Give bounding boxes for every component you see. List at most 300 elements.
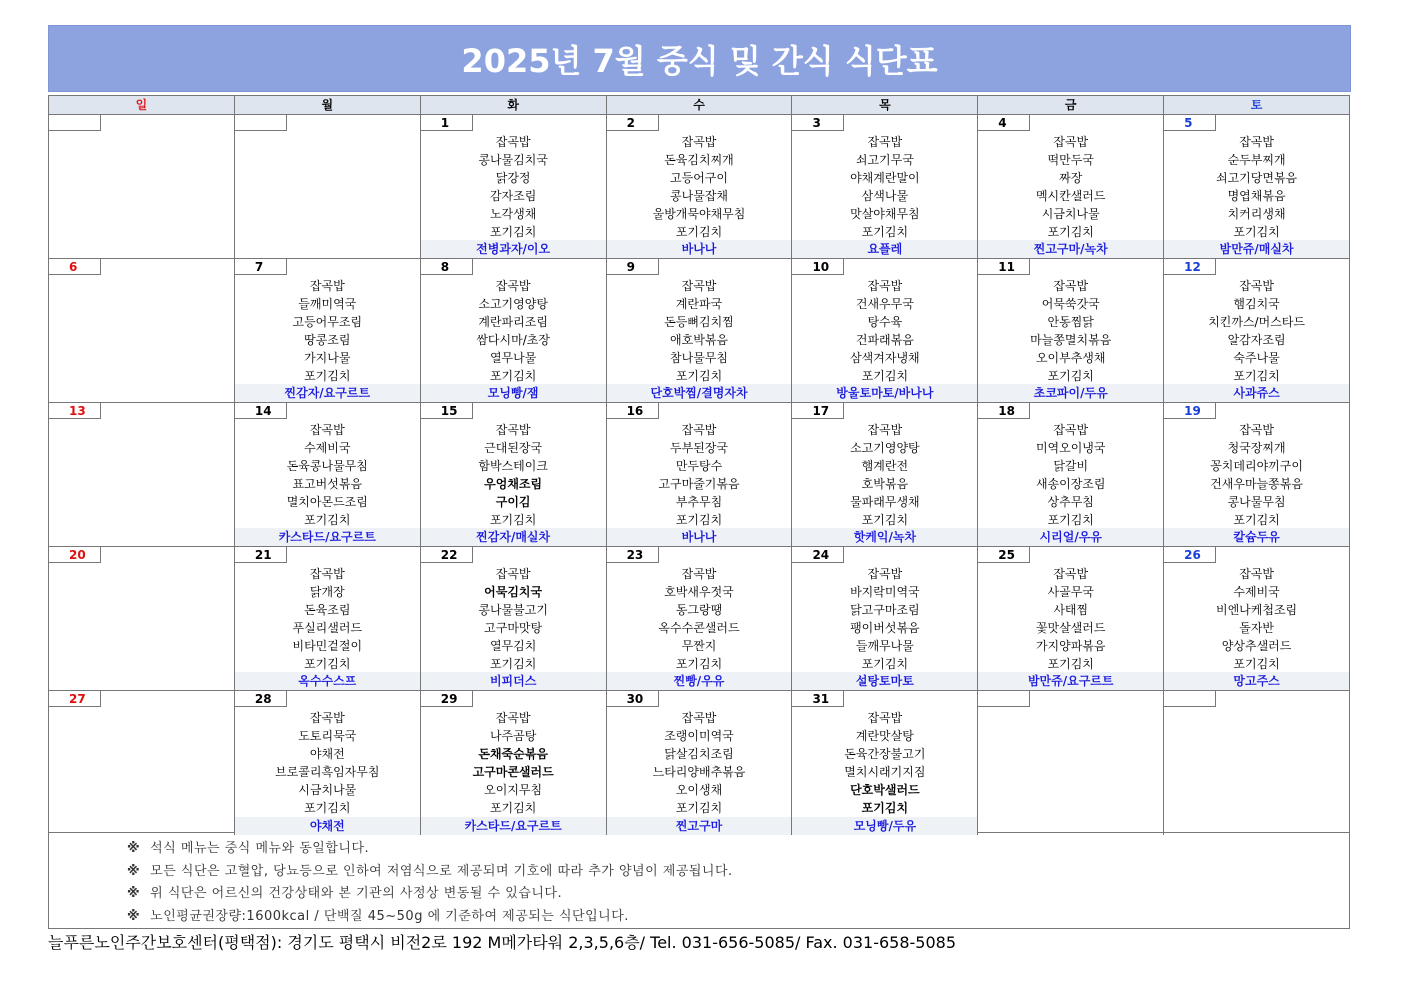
day-number: 29 [421, 691, 473, 707]
menu-item: 어묵김치국 [484, 585, 543, 599]
day-number: 6 [49, 259, 101, 275]
menu-item: 포기김치 [1233, 369, 1280, 383]
menu-item: 울방개묵야채무침 [652, 207, 746, 221]
day-number: 24 [792, 547, 844, 563]
lunch-menu [978, 277, 1163, 385]
snack-item: 방울토마토/바나나 [792, 384, 977, 402]
menu-item: 잡곡밥 [495, 567, 531, 581]
weekday-fri: 금 [978, 96, 1164, 114]
day-cell [1164, 403, 1349, 546]
menu-item: 들깨무나물 [855, 639, 914, 653]
day-cell [235, 115, 421, 258]
menu-item: 잡곡밥 [1053, 423, 1089, 437]
note-text: 모든 식단은 고혈압, 당뇨등으로 인하여 저염식으로 제공되며 기호에 따라 추가 양념이 제공됩니다. [150, 863, 733, 879]
calendar-week-row [49, 403, 1349, 547]
menu-item: 콩나물불고기 [478, 603, 548, 617]
menu-item: 돈육간장불고기 [844, 747, 926, 761]
lunch-menu [235, 709, 420, 817]
menu-item: 멸치아몬드조림 [286, 495, 368, 509]
day-number: 5 [1164, 115, 1216, 131]
day-number: 22 [421, 547, 473, 563]
menu-item: 근대된장국 [484, 441, 543, 455]
snack-item: 망고주스 [1164, 672, 1349, 690]
day-cell [1164, 691, 1349, 835]
menu-item: 무짠지 [681, 639, 717, 653]
weekday-wed: 수 [607, 96, 793, 114]
day-number: 26 [1164, 547, 1216, 563]
menu-item: 포기김치 [675, 513, 723, 527]
lunch-menu [1164, 277, 1349, 385]
menu-item: 조랭이미역국 [664, 729, 734, 743]
menu-item: 포기김치 [861, 801, 909, 815]
day-cell [792, 691, 978, 835]
menu-item: 포기김치 [304, 513, 351, 527]
lunch-menu [235, 565, 420, 673]
day-cell [1164, 115, 1349, 258]
menu-item: 열무김치 [489, 639, 537, 653]
menu-item: 브로콜리흑임자무침 [275, 765, 380, 779]
day-cell [1164, 259, 1349, 402]
menu-item: 구이김 [495, 495, 531, 509]
menu-item: 만두탕수 [675, 459, 723, 473]
note-item [49, 861, 1349, 884]
menu-item: 멕시칸샐러드 [1035, 189, 1106, 203]
menu-item: 돈채죽순볶음 [478, 747, 548, 761]
menu-item: 미역오이냉국 [1035, 441, 1106, 455]
lunch-menu [607, 421, 792, 529]
lunch-menu [235, 277, 420, 385]
menu-item: 잡곡밥 [1239, 135, 1274, 149]
day-cell [792, 403, 978, 546]
lunch-menu [792, 421, 977, 529]
menu-item: 포기김치 [675, 801, 723, 815]
menu-item: 탕수육 [867, 315, 903, 329]
snack-item: 시리얼/우유 [978, 528, 1163, 546]
note-mark: ※ [127, 886, 141, 901]
menu-item: 비엔나케첩조림 [1216, 603, 1298, 617]
menu-item: 맛살야채무침 [850, 207, 920, 221]
day-number: 23 [607, 547, 659, 563]
menu-item: 두부된장국 [670, 441, 728, 455]
menu-item: 멸치시래기지짐 [844, 765, 926, 779]
menu-item: 가지나물 [304, 351, 351, 365]
lunch-menu [1164, 133, 1349, 241]
menu-item: 호박볶음 [861, 477, 909, 491]
menu-item: 콩나물잡채 [670, 189, 728, 203]
day-number: 4 [978, 115, 1030, 131]
menu-item: 양상추샐러드 [1221, 639, 1292, 653]
menu-item: 닭강정 [495, 171, 531, 185]
menu-item: 잡곡밥 [867, 567, 903, 581]
lunch-menu [792, 709, 977, 817]
day-number: 10 [792, 259, 844, 275]
menu-item: 포기김치 [675, 369, 723, 383]
menu-item: 노각생채 [489, 207, 537, 221]
day-cell [235, 403, 421, 546]
menu-item: 건새우무국 [855, 297, 914, 311]
menu-item: 잡곡밥 [1239, 567, 1274, 581]
calendar-week-row [49, 115, 1349, 259]
menu-item: 잡곡밥 [867, 711, 903, 725]
lunch-menu [792, 565, 977, 673]
weekday-thu: 목 [792, 96, 978, 114]
day-cell [607, 547, 793, 690]
menu-item: 포기김치 [675, 657, 723, 671]
lunch-menu [607, 565, 792, 673]
menu-item: 잡곡밥 [1239, 279, 1274, 293]
menu-item: 건파래볶음 [855, 333, 914, 347]
snack-item: 찐빵/우유 [607, 672, 792, 690]
menu-item: 청국장찌개 [1227, 441, 1286, 455]
note-item [49, 906, 1349, 929]
menu-item: 꽁치데리야끼구이 [1210, 459, 1303, 473]
calendar-weeks [49, 115, 1349, 835]
lunch-menu [607, 277, 792, 385]
menu-item: 콩나물김치국 [478, 153, 548, 167]
lunch-menu [607, 709, 792, 817]
menu-item: 쇠고기무국 [855, 153, 914, 167]
day-number: 8 [421, 259, 473, 275]
menu-item: 수제비국 [304, 441, 351, 455]
day-cell [792, 259, 978, 402]
menu-item: 삼색나물 [861, 189, 909, 203]
menu-item: 가지양파볶음 [1035, 639, 1106, 653]
snack-item: 핫케익/녹차 [792, 528, 977, 546]
day-number: 15 [421, 403, 473, 419]
menu-item: 옥수수콘샐러드 [658, 621, 740, 635]
menu-item: 계란맛살탕 [855, 729, 914, 743]
menu-item: 고구마맛탕 [484, 621, 543, 635]
day-number: 25 [978, 547, 1030, 563]
lunch-menu [792, 277, 977, 385]
note-text: 노인평균권장량:1600kcal / 단백질 45~50g 에 기준하여 제공되는 식단입니다. [150, 908, 629, 924]
menu-item: 포기김치 [861, 513, 909, 527]
menu-item: 잡곡밥 [1053, 279, 1089, 293]
menu-item: 포기김치 [1233, 225, 1280, 239]
menu-item: 포기김치 [489, 513, 537, 527]
menu-item: 열무나물 [489, 351, 537, 365]
snack-item: 카스타드/요구르트 [235, 528, 420, 546]
menu-item: 돌자반 [1239, 621, 1274, 635]
weekday-sun: 일 [49, 96, 235, 114]
menu-item: 포기김치 [1047, 657, 1094, 671]
weekday-header [49, 96, 1349, 115]
lunch-menu [978, 565, 1163, 673]
day-cell [978, 691, 1164, 835]
note-text: 석식 메뉴는 중식 메뉴와 동일합니다. [150, 841, 370, 856]
note-mark: ※ [127, 841, 141, 856]
menu-item: 떡만두국 [1047, 153, 1094, 167]
snack-item: 칼슘두유 [1164, 528, 1349, 546]
menu-item: 오이부추생채 [1035, 351, 1106, 365]
snack-item: 바나나 [607, 240, 792, 258]
menu-item: 들깨미역국 [298, 297, 357, 311]
menu-item: 감자조림 [489, 189, 537, 203]
snack-item: 비피더스 [421, 672, 606, 690]
menu-item: 닭개장 [309, 585, 345, 599]
menu-item: 고등어무조림 [292, 315, 363, 329]
menu-item: 돈육김치찌개 [664, 153, 734, 167]
day-cell [421, 691, 607, 835]
menu-item: 푸실리샐러드 [292, 621, 363, 635]
menu-item: 명엽채볶음 [1227, 189, 1286, 203]
note-item [49, 838, 1349, 861]
menu-item: 참나물무침 [670, 351, 728, 365]
page-title: 2025년 7월 중식 및 간식 식단표 [48, 25, 1351, 92]
menu-item: 포기김치 [304, 657, 351, 671]
menu-item: 팽이버섯볶음 [850, 621, 920, 635]
day-number: 3 [792, 115, 844, 131]
day-cell [235, 691, 421, 835]
menu-item: 쌈다시마/초장 [476, 333, 550, 347]
day-cell [49, 547, 235, 690]
menu-item: 바지락미역국 [850, 585, 920, 599]
menu-item: 야채계란말이 [850, 171, 920, 185]
day-cell [978, 547, 1164, 690]
menu-item: 포기김치 [489, 801, 537, 815]
day-number: 1 [421, 115, 473, 131]
snack-item: 초코파이/두유 [978, 384, 1163, 402]
menu-item: 잡곡밥 [1053, 135, 1089, 149]
menu-item: 오이지무침 [484, 783, 543, 797]
menu-item: 잡곡밥 [681, 279, 717, 293]
menu-item: 동그랑땡 [675, 603, 723, 617]
menu-item: 알감자조림 [1227, 333, 1286, 347]
menu-item: 고구마줄기볶음 [658, 477, 740, 491]
day-number: 13 [49, 403, 101, 419]
calendar-week-row [49, 259, 1349, 403]
day-cell [421, 259, 607, 402]
menu-item: 새송이장조림 [1035, 477, 1106, 491]
snack-item: 요플레 [792, 240, 977, 258]
menu-item: 시금치나물 [298, 783, 357, 797]
menu-item: 돈등뼈김치찜 [664, 315, 734, 329]
menu-item: 사골무국 [1047, 585, 1094, 599]
menu-item: 닭갈비 [1053, 459, 1089, 473]
day-number [978, 691, 1030, 707]
menu-item: 포기김치 [861, 657, 909, 671]
menu-item: 햄김치국 [1233, 297, 1280, 311]
lunch-menu [607, 133, 792, 241]
menu-item: 꽃맛살샐러드 [1035, 621, 1106, 635]
snack-item: 단호박찜/결명자차 [607, 384, 792, 402]
lunch-menu [421, 565, 606, 673]
lunch-menu [421, 421, 606, 529]
snack-item: 찐감자/요구르트 [235, 384, 420, 402]
snack-item: 밤만쥬/매실차 [1164, 240, 1349, 258]
snack-item: 바나나 [607, 528, 792, 546]
lunch-menu [978, 133, 1163, 241]
calendar-week-row [49, 691, 1349, 835]
snack-item: 모닝빵/두유 [792, 817, 977, 835]
note-text: 위 식단은 어르신의 건강상태와 본 기관의 사정상 변동될 수 있습니다. [150, 886, 563, 901]
menu-item: 닭살김치조림 [664, 747, 734, 761]
lunch-menu [792, 133, 977, 241]
lunch-menu [235, 421, 420, 529]
menu-item: 햄계란전 [861, 459, 909, 473]
day-number: 12 [1164, 259, 1216, 275]
snack-item: 전병과자/이오 [421, 240, 606, 258]
day-number: 9 [607, 259, 659, 275]
menu-item: 고구마콘샐러드 [472, 765, 554, 779]
menu-item: 치킨까스/머스타드 [1208, 315, 1305, 329]
day-number [235, 115, 287, 131]
menu-item: 잡곡밥 [867, 279, 903, 293]
lunch-menu [421, 133, 606, 241]
menu-item: 부추무침 [675, 495, 723, 509]
menu-item: 돈육콩나물무침 [286, 459, 368, 473]
menu-item: 수제비국 [1233, 585, 1280, 599]
lunch-menu [1164, 421, 1349, 529]
day-cell [1164, 547, 1349, 690]
day-cell [607, 403, 793, 546]
snack-item: 설탕토마토 [792, 672, 977, 690]
menu-item: 애호박볶음 [670, 333, 728, 347]
snack-item: 찐감자/매실차 [421, 528, 606, 546]
menu-item: 포기김치 [1047, 225, 1094, 239]
day-number: 19 [1164, 403, 1216, 419]
day-number [49, 115, 101, 131]
weekday-mon: 월 [235, 96, 421, 114]
note-item [49, 883, 1349, 906]
menu-item: 삼색겨자냉채 [850, 351, 920, 365]
day-cell [792, 115, 978, 258]
menu-item: 짜장 [1059, 171, 1083, 185]
weekday-sat: 토 [1250, 98, 1263, 112]
menu-item: 느타리양배추볶음 [652, 765, 746, 779]
day-cell [978, 259, 1164, 402]
menu-item: 상추무침 [1047, 495, 1094, 509]
day-cell [49, 691, 235, 835]
menu-item: 치커리생채 [1227, 207, 1286, 221]
snack-item: 밤만쥬/요구르트 [978, 672, 1163, 690]
menu-item: 호박새우젓국 [664, 585, 734, 599]
snack-item: 찐고구마/녹차 [978, 240, 1163, 258]
day-number: 16 [607, 403, 659, 419]
menu-item: 사태찜 [1053, 603, 1089, 617]
day-cell [607, 691, 793, 835]
menu-item: 건새우마늘쫑볶음 [1210, 477, 1303, 491]
menu-item: 잡곡밥 [309, 567, 345, 581]
menu-item: 어묵쑥갓국 [1041, 297, 1100, 311]
menu-item: 땅콩조림 [304, 333, 351, 347]
menu-item: 계란파리조림 [478, 315, 548, 329]
menu-item: 안동찜닭 [1047, 315, 1094, 329]
menu-item: 계란파국 [675, 297, 723, 311]
snack-item: 찐고구마 [607, 817, 792, 835]
menu-item: 돈육조림 [304, 603, 351, 617]
menu-item: 오이생채 [675, 783, 723, 797]
menu-item: 잡곡밥 [867, 423, 903, 437]
lunch-menu [1164, 565, 1349, 673]
calendar-week-row [49, 547, 1349, 691]
menu-item: 잡곡밥 [309, 711, 345, 725]
lunch-menu [421, 277, 606, 385]
day-number: 31 [792, 691, 844, 707]
menu-item: 소고기영양탕 [850, 441, 920, 455]
day-number: 28 [235, 691, 287, 707]
day-number: 14 [235, 403, 287, 419]
menu-item: 포기김치 [489, 225, 537, 239]
menu-item: 잡곡밥 [495, 135, 531, 149]
day-cell [421, 403, 607, 546]
day-number: 11 [978, 259, 1030, 275]
menu-item: 잡곡밥 [495, 279, 531, 293]
center-contact-footer: 늘푸른노인주간보호센터(평택점): 경기도 평택시 비전2로 192 M메가타워 2,3,5,6층/ Tel. 031-656-5085/ Fax. 031-658-5085 [48, 933, 956, 952]
menu-item: 우엉채조림 [484, 477, 543, 491]
menu-item: 포기김치 [304, 369, 351, 383]
menu-item: 잡곡밥 [681, 711, 717, 725]
menu-calendar [48, 95, 1350, 833]
day-cell [49, 259, 235, 402]
notes-section [48, 833, 1350, 929]
menu-item: 잡곡밥 [681, 423, 717, 437]
note-mark: ※ [127, 908, 141, 924]
snack-item: 카스타드/요구르트 [421, 817, 606, 835]
menu-item: 포기김치 [675, 225, 723, 239]
menu-item: 잡곡밥 [681, 135, 717, 149]
menu-item: 포기김치 [1047, 513, 1094, 527]
day-number: 27 [49, 691, 101, 707]
menu-item: 나주곰탕 [489, 729, 537, 743]
day-cell [421, 547, 607, 690]
day-number: 30 [607, 691, 659, 707]
lunch-menu [978, 421, 1163, 529]
menu-item: 잡곡밥 [495, 423, 531, 437]
weekday-tue: 화 [421, 96, 607, 114]
day-cell [421, 115, 607, 258]
day-number: 20 [49, 547, 101, 563]
menu-item: 잡곡밥 [1239, 423, 1274, 437]
menu-item: 표고버섯볶음 [292, 477, 363, 491]
menu-item: 숙주나물 [1233, 351, 1280, 365]
day-cell [49, 403, 235, 546]
menu-item: 포기김치 [1233, 657, 1280, 671]
day-number [1164, 691, 1216, 707]
day-cell [792, 547, 978, 690]
menu-item: 도토리묵국 [298, 729, 357, 743]
menu-item: 잡곡밥 [681, 567, 717, 581]
menu-item: 포기김치 [489, 657, 537, 671]
day-cell [607, 259, 793, 402]
day-cell [49, 115, 235, 258]
day-number: 18 [978, 403, 1030, 419]
menu-item: 비타민겉절이 [292, 639, 363, 653]
menu-item: 잡곡밥 [309, 279, 345, 293]
menu-item: 포기김치 [304, 801, 351, 815]
menu-item: 마늘쫑멸치볶음 [1030, 333, 1112, 347]
snack-item: 사과쥬스 [1164, 384, 1349, 402]
menu-item: 잡곡밥 [495, 711, 531, 725]
menu-item: 시금치나물 [1041, 207, 1100, 221]
snack-item: 옥수수스프 [235, 672, 420, 690]
menu-item: 잡곡밥 [867, 135, 903, 149]
snack-item: 야채전 [235, 817, 420, 835]
menu-item: 포기김치 [1233, 513, 1280, 527]
day-cell [978, 403, 1164, 546]
menu-item: 단호박샐러드 [850, 783, 920, 797]
menu-item: 쇠고기당면볶음 [1216, 171, 1298, 185]
menu-item: 순두부찌개 [1227, 153, 1286, 167]
day-cell [235, 547, 421, 690]
menu-item: 포기김치 [861, 369, 909, 383]
menu-item: 잡곡밥 [309, 423, 345, 437]
day-number: 7 [235, 259, 287, 275]
note-mark: ※ [127, 863, 141, 879]
day-number: 2 [607, 115, 659, 131]
day-number: 21 [235, 547, 287, 563]
menu-item: 함박스테이크 [478, 459, 548, 473]
